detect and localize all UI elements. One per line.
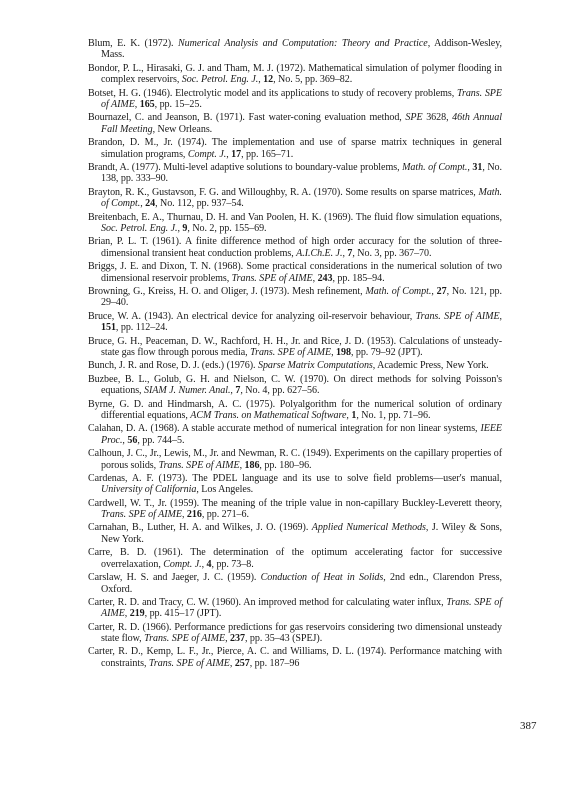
reference-volume: 186	[244, 459, 260, 471]
reference-text: ,	[258, 74, 264, 86]
reference-italic-text: Conduction of Heat in Solids	[260, 572, 384, 584]
reference-italic-text: 46th Annual Fall Meeting	[101, 112, 502, 135]
reference-text: Carter, R. D., Kemp, L. F., Jr., Pierce, A. C. and Williams, D. L. (1974). Performance matching with constraints,	[88, 646, 502, 669]
reference-text: 3628,	[422, 112, 453, 124]
reference-text: , No. 1, pp. 71–96.	[356, 409, 431, 421]
reference-text: , New Orleans.	[152, 123, 213, 135]
reference-volume: 4	[206, 558, 212, 570]
reference-entry	[88, 137, 502, 160]
reference-text: Browning, G., Kreiss, H. O. and Oliger, J. (1973). Mesh refinement,	[88, 285, 366, 297]
reference-text: , No. 112, pp. 937–54.	[155, 198, 244, 210]
reference-text: , pp. 35–43 (SPEJ).	[244, 633, 323, 645]
reference-text: , 2nd edn., Clarendon Press, Oxford.	[101, 572, 502, 595]
reference-entry	[88, 547, 502, 570]
reference-entry	[88, 311, 502, 334]
reference-text: Bunch, J. R. and Rose, D. J. (eds.) (1976).	[88, 360, 258, 372]
reference-italic-text: Math. of Compt.	[402, 161, 468, 173]
reference-volume: 216	[186, 509, 202, 521]
reference-text: , pp. 185–94.	[332, 272, 385, 284]
reference-text: ,	[181, 509, 187, 521]
reference-text: ,	[342, 247, 348, 259]
reference-entry	[88, 646, 502, 669]
reference-italic-text: Sparse Matrix Computations	[257, 360, 373, 372]
reference-italic-text: Applied Numerical Methods	[311, 522, 426, 534]
reference-text: , No. 5, pp. 369–82.	[273, 74, 353, 86]
reference-volume: 17	[231, 148, 242, 160]
reference-italic-text: Numerical Analysis and Computation: Theory and Practice	[178, 38, 428, 49]
reference-text: ,	[346, 409, 352, 421]
reference-text: ,	[239, 459, 245, 471]
reference-italic-text: Trans. SPE of AIME	[101, 87, 502, 111]
reference-text: , No. 138, pp. 333–90.	[101, 161, 502, 185]
reference-text: ,	[140, 198, 146, 210]
reference-text: Bournazel, C. and Jeanson, B. (1971). Fast water-coning evaluation method,	[88, 112, 406, 124]
reference-text: ,	[467, 161, 473, 173]
page-number: 387	[520, 720, 537, 732]
reference-entry	[88, 448, 502, 471]
reference-entry	[88, 336, 502, 359]
reference-text: , pp. 79–92 (JPT).	[350, 347, 423, 359]
reference-text: Cardwell, W. T., Jr. (1959). The meaning of the triple value in non-capillary Buckley-Leverett theory,	[88, 497, 502, 509]
reference-volume: 24	[145, 198, 156, 210]
reference-text: , pp. 415–17 (JPT).	[144, 608, 222, 620]
reference-volume: 31	[472, 161, 483, 173]
reference-text: Carter, R. D. and Tracy, C. W. (1960). An improved method for calculating water influx,	[88, 596, 447, 608]
reference-italic-text: Trans. SPE of AIME	[250, 347, 332, 359]
reference-italic-text: ACM Trans. on Mathematical Software	[190, 409, 347, 421]
reference-text: Carnahan, B., Luther, H. A. and Wilkes, J. O. (1969).	[88, 522, 312, 534]
reference-text: , J. Wiley & Sons, New York.	[101, 522, 502, 545]
reference-text: Blum, E. K. (1972).	[88, 38, 179, 49]
reference-text: Brandt, A. (1977). Multi-level adaptive solutions to boundary-value problems,	[88, 161, 403, 173]
reference-entry	[88, 597, 502, 620]
reference-text: ,	[225, 633, 231, 645]
reference-entry	[88, 236, 502, 259]
reference-italic-text: Compt. J.	[187, 148, 227, 160]
reference-text: Carter, R. D. (1966). Performance predictions for gas reservoirs considering two dimensional unsteady state flow,	[88, 621, 502, 645]
reference-volume: 237	[230, 633, 245, 645]
reference-text: , pp. 180–96.	[259, 459, 312, 471]
reference-text: Breitenbach, E. A., Thurnau, D. H. and Van Poolen, H. K. (1969). The fluid flow simulation equations,	[88, 211, 502, 223]
reference-entry	[88, 286, 502, 309]
reference-entry	[88, 374, 502, 397]
reference-text: , pp. 744–5.	[137, 434, 185, 446]
reference-text: ,	[331, 347, 337, 359]
reference-text: , Addison-Wesley, Mass.	[101, 38, 502, 61]
reference-text: Brayton, R. K., Gustavson, F. G. and Willoughby, R. A. (1970). Some results on sparse matrices,	[88, 186, 479, 198]
reference-text: Bruce, W. A. (1943). An electrical device for analyzing oil-reservoir behaviour,	[88, 310, 416, 322]
reference-text: ,	[177, 223, 183, 235]
reference-text: Botset, H. G. (1946). Electrolytic model and its applications to study of recovery problems,	[88, 87, 457, 99]
reference-text: , No. 4, pp. 627–56.	[240, 385, 320, 397]
reference-italic-text: IEEE Proc.	[101, 423, 502, 446]
reference-entry	[88, 572, 502, 595]
reference-text: ,	[312, 272, 318, 284]
reference-volume: 198	[336, 347, 351, 359]
reference-text: , Academic Press, New York.	[372, 360, 489, 372]
reference-text: Carre, B. D. (1961). The determination of the optimum accelerating factor for successive overrelaxation,	[88, 547, 502, 570]
reference-entry	[88, 261, 502, 284]
reference-italic-text: Trans. SPE of AIME	[144, 633, 226, 645]
reference-volume: 151	[101, 322, 116, 334]
reference-italic-text: Trans. SPE of AIME	[101, 509, 182, 521]
reference-text: Calhoun, J. C., Jr., Lewis, M., Jr. and Newman, R. C. (1949). Experiments on the capillary properties of porous solids,	[88, 448, 502, 471]
reference-italic-text: Trans. SPE of AIME	[158, 459, 240, 471]
reference-volume: 1	[351, 409, 357, 421]
reference-text: Cardenas, A. F. (1973). The PDEL language and its use to solve field problems—user's manual,	[88, 472, 502, 484]
reference-volume: 219	[129, 608, 145, 620]
reference-italic-text: University of California	[101, 484, 197, 496]
reference-entry	[88, 187, 502, 210]
reference-text: Bondor, P. L., Hirasaki, G. J. and Tham, M. J. (1972). Mathematical simulation of polymer flooding in complex reservoirs,	[88, 62, 502, 86]
reference-text: ,	[229, 657, 235, 669]
reference-volume: 243	[317, 272, 333, 284]
reference-italic-text: SPE	[405, 112, 423, 124]
reference-volume: 56	[127, 434, 138, 446]
reference-text: ,	[499, 310, 502, 322]
reference-volume: 9	[182, 223, 188, 235]
reference-text: ,	[431, 285, 437, 297]
reference-italic-text: Math. of Compt.	[101, 186, 502, 210]
reference-volume: 12	[263, 74, 274, 86]
reference-volume: 257	[234, 657, 250, 669]
reference-entry	[88, 212, 502, 235]
reference-text: , Los Angeles.	[196, 484, 254, 496]
reference-text: Byrne, G. D. and Hindmarsh, A. C. (1975). Polyalgorithm for the numerical solution of ordinary differential equations,	[88, 398, 502, 421]
reference-text: , No. 3, pp. 367–70.	[352, 247, 432, 259]
reference-text: Brandon, D. M., Jr. (1974). The implementation and use of sparse matrix techniques in general simulation programs,	[88, 137, 502, 160]
reference-text: , pp. 73–8.	[211, 558, 254, 570]
reference-text: , pp. 187–96	[249, 657, 300, 669]
reference-entry	[88, 360, 502, 371]
reference-italic-text: Soc. Petrol. Eng. J.	[181, 74, 259, 86]
reference-italic-text: Math. of Compt.	[365, 285, 432, 297]
reference-text: , pp. 15–25.	[154, 99, 202, 111]
reference-entry	[88, 622, 502, 645]
reference-volume: 7	[235, 385, 241, 397]
reference-italic-text: SIAM J. Numer. Anal.	[143, 385, 231, 397]
reference-volume: 7	[347, 247, 353, 259]
reference-text: Bruce, G. H., Peaceman, D. W., Rachford, H. H., Jr. and Rice, J. D. (1953). Calculations of unsteady-state gas flow through porous media,	[88, 335, 502, 359]
reference-volume: 165	[139, 99, 155, 111]
reference-text: ,	[226, 148, 232, 160]
reference-entry	[88, 162, 502, 185]
reference-italic-text: Trans. SPE of AIME	[415, 310, 500, 322]
reference-text: Briggs, J. E. and Dixon, T. N. (1968). Some practical considerations in the numerical solution of two dimensional reservoir problems,	[88, 261, 502, 284]
reference-italic-text: A.I.Ch.E. J.	[296, 247, 343, 259]
reference-text: Brian, P. L. T. (1961). A finite difference method of high order accuracy for the solution of three-dimensional transient heat conduction problems,	[88, 236, 502, 259]
reference-entry	[88, 399, 502, 422]
reference-text: , No. 121, pp. 29–40.	[101, 285, 502, 309]
reference-entry	[88, 423, 502, 446]
reference-text: ,	[230, 385, 236, 397]
reference-italic-text: Trans. SPE of AIME	[231, 272, 313, 284]
reference-italic-text: Trans. SPE of AIME	[101, 596, 502, 620]
reference-entry	[88, 473, 502, 496]
reference-text: , pp. 165–71.	[241, 148, 294, 160]
reference-text: , pp. 271–6.	[201, 509, 249, 521]
reference-entry	[88, 498, 502, 521]
reference-text: Calahan, D. A. (1968). A stable accurate method of numerical integration for non linear systems,	[88, 423, 481, 435]
reference-text: ,	[122, 434, 128, 446]
reference-entry	[88, 522, 502, 545]
reference-list	[88, 38, 502, 671]
reference-text: Carslaw, H. S. and Jaeger, J. C. (1959).	[88, 572, 261, 584]
reference-text: Buzbee, B. L., Golub, G. H. and Nielson, C. W. (1970). On direct methods for solving Poisson's equations,	[88, 373, 502, 397]
reference-italic-text: Soc. Petrol. Eng. J.	[101, 223, 178, 235]
reference-text: ,	[124, 608, 130, 620]
reference-entry	[88, 38, 502, 61]
reference-italic-text: Compt. J.	[163, 558, 202, 570]
reference-italic-text: Trans. SPE of AIME	[148, 657, 230, 669]
reference-text: ,	[201, 558, 207, 570]
reference-volume: 27	[436, 285, 447, 297]
reference-entry	[88, 63, 502, 86]
reference-text: , No. 2, pp. 155–69.	[187, 223, 267, 235]
reference-text: , pp. 112–24.	[115, 322, 168, 334]
reference-entry	[88, 88, 502, 111]
reference-text: ,	[134, 99, 140, 111]
reference-entry	[88, 112, 502, 135]
